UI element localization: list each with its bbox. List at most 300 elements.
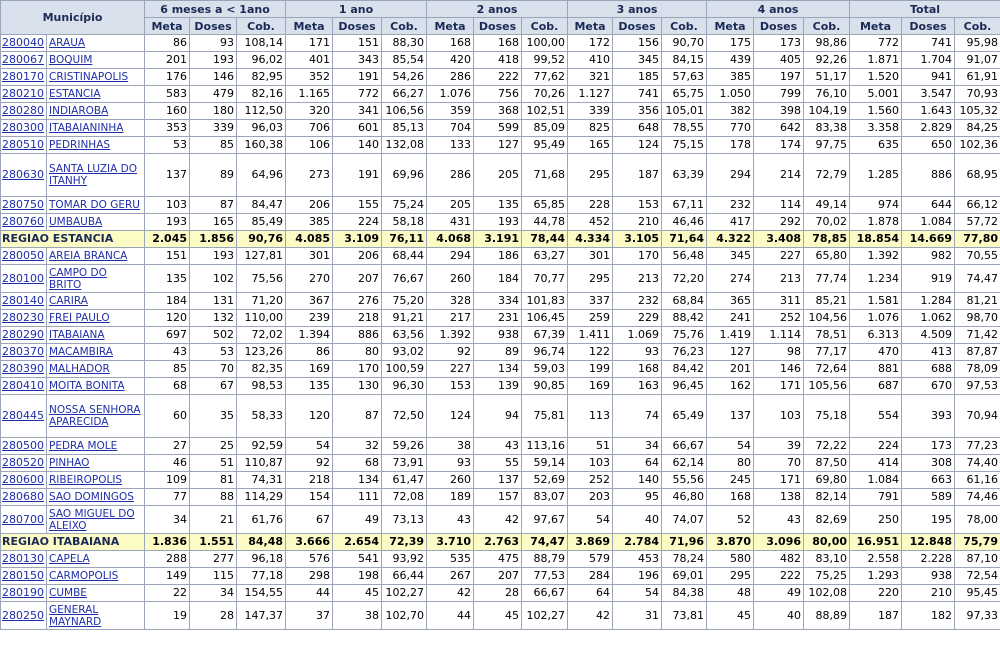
- cell-meta: 171: [286, 35, 333, 52]
- cell-doses: 87: [190, 197, 237, 214]
- table-row: [1, 568, 1000, 585]
- header-group: 6 meses a < 1ano: [145, 1, 286, 18]
- cell-cob: 104,56: [804, 310, 850, 327]
- table-header: [1, 1, 1000, 35]
- cell-doses: 184: [474, 265, 522, 293]
- subheader-doses: Doses: [190, 18, 237, 35]
- cell-meta: 3.358: [850, 120, 902, 137]
- table-row: [1, 602, 1000, 630]
- cell-doses: 688: [902, 361, 955, 378]
- cell-doses: 137: [474, 472, 522, 489]
- cell-doses: 94: [474, 395, 522, 438]
- cell-cob: 85,21: [804, 293, 850, 310]
- cell-cob: 87,50: [804, 455, 850, 472]
- cell-cob: 95,49: [522, 137, 568, 154]
- cell-cob: 147,37: [237, 602, 286, 630]
- cell-meta: 825: [568, 120, 613, 137]
- cell-cob: 81,21: [955, 293, 1000, 310]
- municipio-code-link[interactable]: 280150: [1, 568, 47, 585]
- cell-doses: 134: [333, 472, 382, 489]
- cell-doses: 1.643: [902, 103, 955, 120]
- cell-doses: 153: [613, 197, 662, 214]
- cell-meta: 151: [145, 248, 190, 265]
- cell-doses: 218: [333, 310, 382, 327]
- cell-cob: 97,67: [522, 506, 568, 534]
- cell-doses: 111: [333, 489, 382, 506]
- cell-doses: 207: [474, 568, 522, 585]
- municipio-name-link[interactable]: MALHADOR: [47, 361, 145, 378]
- cell-doses: 741: [902, 35, 955, 52]
- cell-cob: 66,12: [955, 197, 1000, 214]
- cell-cob: 83,10: [804, 551, 850, 568]
- cell-meta: 137: [707, 395, 754, 438]
- cell-cob: 82,35: [237, 361, 286, 378]
- cell-doses: 195: [902, 506, 955, 534]
- cell-cob: 68,95: [955, 154, 1000, 197]
- subheader-meta: Meta: [286, 18, 333, 35]
- municipio-code-link[interactable]: 280130: [1, 551, 47, 568]
- cell-doses: 3.109: [333, 231, 382, 248]
- municipio-code-link[interactable]: 280760: [1, 214, 47, 231]
- cell-doses: 95: [613, 489, 662, 506]
- municipio-name-link[interactable]: INDIAROBA: [47, 103, 145, 120]
- municipio-code-link[interactable]: 280067: [1, 52, 47, 69]
- cell-doses: 67: [190, 378, 237, 395]
- cell-meta: 382: [707, 103, 754, 120]
- cell-doses: 64: [613, 455, 662, 472]
- cell-doses: 311: [754, 293, 804, 310]
- table-row: [1, 103, 1000, 120]
- cell-meta: 974: [850, 197, 902, 214]
- municipio-name-link[interactable]: SAO MIGUEL DO ALEIXO: [47, 506, 145, 534]
- municipio-code-link[interactable]: 280170: [1, 69, 47, 86]
- municipio-code-link[interactable]: 280210: [1, 86, 47, 103]
- cell-meta: 217: [427, 310, 474, 327]
- cell-doses: 213: [613, 265, 662, 293]
- cell-meta: 339: [568, 103, 613, 120]
- cell-doses: 89: [190, 154, 237, 197]
- cell-meta: 385: [707, 69, 754, 86]
- cell-cob: 96,30: [382, 378, 427, 395]
- municipio-name-link[interactable]: RIBEIROPOLIS: [47, 472, 145, 489]
- cell-doses: 170: [333, 361, 382, 378]
- cell-cob: 66,67: [662, 438, 707, 455]
- municipio-name-link[interactable]: SAO DOMINGOS: [47, 489, 145, 506]
- cell-cob: 112,50: [237, 103, 286, 120]
- cell-cob: 106,45: [522, 310, 568, 327]
- cell-meta: 27: [145, 438, 190, 455]
- cell-meta: 294: [427, 248, 474, 265]
- cell-meta: 160: [145, 103, 190, 120]
- cell-meta: 1.581: [850, 293, 902, 310]
- cell-meta: 359: [427, 103, 474, 120]
- cell-doses: 191: [333, 154, 382, 197]
- cell-meta: 385: [286, 214, 333, 231]
- cell-cob: 75,76: [662, 327, 707, 344]
- municipio-code-link[interactable]: 280680: [1, 489, 47, 506]
- cell-doses: 31: [613, 602, 662, 630]
- municipio-code-link[interactable]: 280510: [1, 137, 47, 154]
- cell-doses: 982: [902, 248, 955, 265]
- cell-meta: 1.050: [707, 86, 754, 103]
- cell-cob: 96,03: [237, 120, 286, 137]
- cell-meta: 439: [707, 52, 754, 69]
- cell-meta: 165: [568, 137, 613, 154]
- municipio-name-link[interactable]: ARAUA: [47, 35, 145, 52]
- cell-cob: 78,51: [804, 327, 850, 344]
- cell-meta: 1.394: [286, 327, 333, 344]
- cell-doses: 138: [754, 489, 804, 506]
- table-row: [1, 472, 1000, 489]
- cell-doses: 345: [613, 52, 662, 69]
- header-municipio[interactable]: Município: [1, 1, 145, 35]
- header-group: 3 anos: [568, 1, 707, 18]
- table-row: [1, 395, 1000, 438]
- municipio-code-link[interactable]: 280050: [1, 248, 47, 265]
- cell-meta: 1.076: [850, 310, 902, 327]
- cell-doses: 42: [474, 506, 522, 534]
- municipio-name-link[interactable]: CRISTINAPOLIS: [47, 69, 145, 86]
- cell-cob: 84,47: [237, 197, 286, 214]
- cell-cob: 74,07: [662, 506, 707, 534]
- cell-cob: 95,98: [955, 35, 1000, 52]
- cell-cob: 74,46: [955, 489, 1000, 506]
- cell-meta: 239: [286, 310, 333, 327]
- municipio-name-link[interactable]: CAPELA: [47, 551, 145, 568]
- cell-cob: 63,39: [662, 154, 707, 197]
- cell-meta: 267: [427, 568, 474, 585]
- cell-doses: 49: [754, 585, 804, 602]
- cell-cob: 102,27: [522, 602, 568, 630]
- cell-cob: 160,38: [237, 137, 286, 154]
- cell-cob: 77,23: [955, 438, 1000, 455]
- cell-meta: 201: [707, 361, 754, 378]
- region-total-row: [1, 534, 1000, 551]
- municipio-name-link[interactable]: BOQUIM: [47, 52, 145, 69]
- cell-doses: 343: [333, 52, 382, 69]
- cell-doses: 139: [474, 378, 522, 395]
- cell-meta: 201: [145, 52, 190, 69]
- municipio-name-link[interactable]: FREI PAULO: [47, 310, 145, 327]
- cell-cob: 114,29: [237, 489, 286, 506]
- cell-cob: 82,95: [237, 69, 286, 86]
- cell-meta: 1.878: [850, 214, 902, 231]
- subheader-doses: Doses: [902, 18, 955, 35]
- cell-cob: 96,02: [237, 52, 286, 69]
- cell-doses: 3.408: [754, 231, 804, 248]
- cell-doses: 207: [333, 265, 382, 293]
- municipio-name-link[interactable]: CARIRA: [47, 293, 145, 310]
- cell-meta: 635: [850, 137, 902, 154]
- municipio-code-link[interactable]: 280445: [1, 395, 47, 438]
- cell-meta: 4.334: [568, 231, 613, 248]
- cell-cob: 70,77: [522, 265, 568, 293]
- cell-cob: 61,16: [955, 472, 1000, 489]
- cell-doses: 191: [333, 69, 382, 86]
- cell-doses: 171: [754, 378, 804, 395]
- cell-meta: 16.951: [850, 534, 902, 551]
- cell-cob: 88,30: [382, 35, 427, 52]
- cell-meta: 199: [568, 361, 613, 378]
- cell-doses: 205: [474, 154, 522, 197]
- cell-meta: 77: [145, 489, 190, 506]
- cell-doses: 103: [754, 395, 804, 438]
- cell-meta: 5.001: [850, 86, 902, 103]
- municipio-code-link[interactable]: 280300: [1, 120, 47, 137]
- cell-meta: 45: [707, 602, 754, 630]
- cell-meta: 295: [707, 568, 754, 585]
- cell-cob: 46,80: [662, 489, 707, 506]
- cell-doses: 413: [902, 344, 955, 361]
- cell-doses: 134: [474, 361, 522, 378]
- cell-cob: 71,96: [662, 534, 707, 551]
- cell-cob: 87,10: [955, 551, 1000, 568]
- cell-meta: 206: [286, 197, 333, 214]
- table-row: [1, 361, 1000, 378]
- cell-meta: 85: [145, 361, 190, 378]
- cell-meta: 120: [145, 310, 190, 327]
- cell-meta: 3.710: [427, 534, 474, 551]
- cell-meta: 189: [427, 489, 474, 506]
- cell-doses: 151: [333, 35, 382, 52]
- cell-meta: 46: [145, 455, 190, 472]
- cell-cob: 56,48: [662, 248, 707, 265]
- cell-doses: 186: [474, 248, 522, 265]
- municipio-code-link[interactable]: 280100: [1, 265, 47, 293]
- cell-meta: 270: [286, 265, 333, 293]
- municipio-name-link[interactable]: PINHAO: [47, 455, 145, 472]
- municipio-code-link[interactable]: 280290: [1, 327, 47, 344]
- cell-meta: 67: [286, 506, 333, 534]
- cell-doses: 39: [754, 438, 804, 455]
- municipio-name-link[interactable]: CUMBE: [47, 585, 145, 602]
- cell-doses: 231: [474, 310, 522, 327]
- cell-meta: 328: [427, 293, 474, 310]
- municipio-code-link[interactable]: 280500: [1, 438, 47, 455]
- cell-doses: 40: [613, 506, 662, 534]
- municipio-code-link[interactable]: 280190: [1, 585, 47, 602]
- municipio-code-link[interactable]: 280630: [1, 154, 47, 197]
- municipio-name-link[interactable]: PEDRINHAS: [47, 137, 145, 154]
- cell-doses: 85: [190, 137, 237, 154]
- cell-meta: 51: [568, 438, 613, 455]
- cell-doses: 589: [902, 489, 955, 506]
- cell-cob: 82,16: [237, 86, 286, 103]
- cell-cob: 77,80: [955, 231, 1000, 248]
- cell-meta: 133: [427, 137, 474, 154]
- cell-meta: 4.322: [707, 231, 754, 248]
- cell-meta: 260: [427, 472, 474, 489]
- municipio-code-link[interactable]: 280280: [1, 103, 47, 120]
- cell-doses: 393: [902, 395, 955, 438]
- cell-meta: 704: [427, 120, 474, 137]
- cell-meta: 4.085: [286, 231, 333, 248]
- municipio-code-link[interactable]: 280700: [1, 506, 47, 534]
- cell-cob: 96,18: [237, 551, 286, 568]
- municipio-name-link[interactable]: ITABAIANA: [47, 327, 145, 344]
- cell-doses: 185: [613, 69, 662, 86]
- cell-cob: 102,70: [382, 602, 427, 630]
- municipio-code-link[interactable]: 280600: [1, 472, 47, 489]
- municipio-name-link[interactable]: MACAMBIRA: [47, 344, 145, 361]
- municipio-name-link[interactable]: CAMPO DO BRITO: [47, 265, 145, 293]
- cell-meta: 228: [568, 197, 613, 214]
- cell-cob: 66,27: [382, 86, 427, 103]
- municipio-name-link[interactable]: GENERAL MAYNARD: [47, 602, 145, 630]
- cell-cob: 44,78: [522, 214, 568, 231]
- subheader-meta: Meta: [850, 18, 902, 35]
- subheader-doses: Doses: [474, 18, 522, 35]
- cell-cob: 92,26: [804, 52, 850, 69]
- cell-cob: 84,42: [662, 361, 707, 378]
- table-body: [1, 35, 1000, 630]
- cell-doses: 74: [613, 395, 662, 438]
- municipio-name-link[interactable]: SANTA LUZIA DO ITANHY: [47, 154, 145, 197]
- cell-cob: 90,70: [662, 35, 707, 52]
- cell-doses: 1.069: [613, 327, 662, 344]
- municipio-code-link[interactable]: 280410: [1, 378, 47, 395]
- cell-meta: 583: [145, 86, 190, 103]
- municipio-code-link[interactable]: 280370: [1, 344, 47, 361]
- cell-doses: 21: [190, 506, 237, 534]
- cell-cob: 65,49: [662, 395, 707, 438]
- cell-meta: 295: [568, 154, 613, 197]
- header-group: 4 anos: [707, 1, 850, 18]
- municipio-name-link[interactable]: UMBAUBA: [47, 214, 145, 231]
- cell-meta: 154: [286, 489, 333, 506]
- table-row: [1, 120, 1000, 137]
- cell-doses: 2.784: [613, 534, 662, 551]
- cell-doses: 648: [613, 120, 662, 137]
- cell-meta: 367: [286, 293, 333, 310]
- cell-meta: 227: [427, 361, 474, 378]
- cell-cob: 100,00: [522, 35, 568, 52]
- region-name: REGIAO ESTANCIA: [1, 231, 145, 248]
- cell-meta: 42: [568, 602, 613, 630]
- cell-doses: 93: [190, 35, 237, 52]
- municipio-name-link[interactable]: AREIA BRANCA: [47, 248, 145, 265]
- municipio-name-link[interactable]: TOMAR DO GERU: [47, 197, 145, 214]
- cell-cob: 54,26: [382, 69, 427, 86]
- cell-meta: 321: [568, 69, 613, 86]
- cell-meta: 93: [427, 455, 474, 472]
- municipio-name-link[interactable]: CARMOPOLIS: [47, 568, 145, 585]
- cell-cob: 99,52: [522, 52, 568, 69]
- cell-meta: 352: [286, 69, 333, 86]
- cell-doses: 187: [613, 154, 662, 197]
- cell-doses: 222: [474, 69, 522, 86]
- municipio-code-link[interactable]: 280230: [1, 310, 47, 327]
- cell-meta: 1.076: [427, 86, 474, 103]
- municipio-name-link[interactable]: NOSSA SENHORA APARECIDA: [47, 395, 145, 438]
- cell-cob: 73,91: [382, 455, 427, 472]
- cell-meta: 535: [427, 551, 474, 568]
- cell-meta: 579: [568, 551, 613, 568]
- cell-cob: 76,67: [382, 265, 427, 293]
- subheader-meta: Meta: [707, 18, 754, 35]
- table-row: [1, 438, 1000, 455]
- cell-meta: 687: [850, 378, 902, 395]
- cell-doses: 799: [754, 86, 804, 103]
- municipio-name-link[interactable]: ESTANCIA: [47, 86, 145, 103]
- municipio-code-link[interactable]: 280520: [1, 455, 47, 472]
- cell-doses: 1.114: [754, 327, 804, 344]
- cell-meta: 1.520: [850, 69, 902, 86]
- cell-cob: 108,14: [237, 35, 286, 52]
- municipio-code-link[interactable]: 280250: [1, 602, 47, 630]
- cell-meta: 301: [568, 248, 613, 265]
- cell-meta: 284: [568, 568, 613, 585]
- cell-doses: 163: [613, 378, 662, 395]
- cell-doses: 3.191: [474, 231, 522, 248]
- cell-meta: 18.854: [850, 231, 902, 248]
- cell-cob: 58,18: [382, 214, 427, 231]
- municipio-name-link[interactable]: PEDRA MOLE: [47, 438, 145, 455]
- cell-doses: 2.763: [474, 534, 522, 551]
- subheader-doses: Doses: [613, 18, 662, 35]
- cell-doses: 670: [902, 378, 955, 395]
- cell-cob: 71,20: [237, 293, 286, 310]
- municipio-name-link[interactable]: ITABAIANINHA: [47, 120, 145, 137]
- cell-cob: 75,20: [382, 293, 427, 310]
- cell-cob: 66,67: [522, 585, 568, 602]
- table-row: [1, 197, 1000, 214]
- cell-cob: 96,45: [662, 378, 707, 395]
- cell-cob: 58,33: [237, 395, 286, 438]
- cell-meta: 135: [145, 265, 190, 293]
- cell-doses: 70: [754, 455, 804, 472]
- cell-doses: 146: [190, 69, 237, 86]
- cell-cob: 73,81: [662, 602, 707, 630]
- cell-cob: 77,17: [804, 344, 850, 361]
- cell-meta: 19: [145, 602, 190, 630]
- cell-meta: 169: [286, 361, 333, 378]
- cell-meta: 43: [427, 506, 474, 534]
- cell-doses: 87: [333, 395, 382, 438]
- cell-cob: 105,01: [662, 103, 707, 120]
- cell-meta: 301: [286, 248, 333, 265]
- cell-doses: 156: [613, 35, 662, 52]
- municipio-code-link[interactable]: 280040: [1, 35, 47, 52]
- municipio-name-link[interactable]: MOITA BONITA: [47, 378, 145, 395]
- cell-doses: 165: [190, 214, 237, 231]
- municipio-code-link[interactable]: 280390: [1, 361, 47, 378]
- cell-cob: 93,02: [382, 344, 427, 361]
- cell-cob: 105,32: [955, 103, 1000, 120]
- cell-doses: 34: [613, 438, 662, 455]
- municipio-code-link[interactable]: 280750: [1, 197, 47, 214]
- cell-meta: 1.285: [850, 154, 902, 197]
- cell-cob: 51,17: [804, 69, 850, 86]
- cell-meta: 60: [145, 395, 190, 438]
- cell-doses: 210: [613, 214, 662, 231]
- cell-doses: 34: [190, 585, 237, 602]
- municipio-code-link[interactable]: 280140: [1, 293, 47, 310]
- cell-cob: 98,53: [237, 378, 286, 395]
- cell-doses: 81: [190, 472, 237, 489]
- cell-doses: 43: [754, 506, 804, 534]
- cell-doses: 482: [754, 551, 804, 568]
- cell-cob: 88,89: [804, 602, 850, 630]
- cell-meta: 295: [568, 265, 613, 293]
- cell-cob: 84,48: [237, 534, 286, 551]
- cell-doses: 54: [613, 585, 662, 602]
- cell-meta: 365: [707, 293, 754, 310]
- cell-cob: 65,80: [804, 248, 850, 265]
- cell-cob: 77,74: [804, 265, 850, 293]
- subheader-row: [1, 18, 1000, 35]
- cell-meta: 80: [707, 455, 754, 472]
